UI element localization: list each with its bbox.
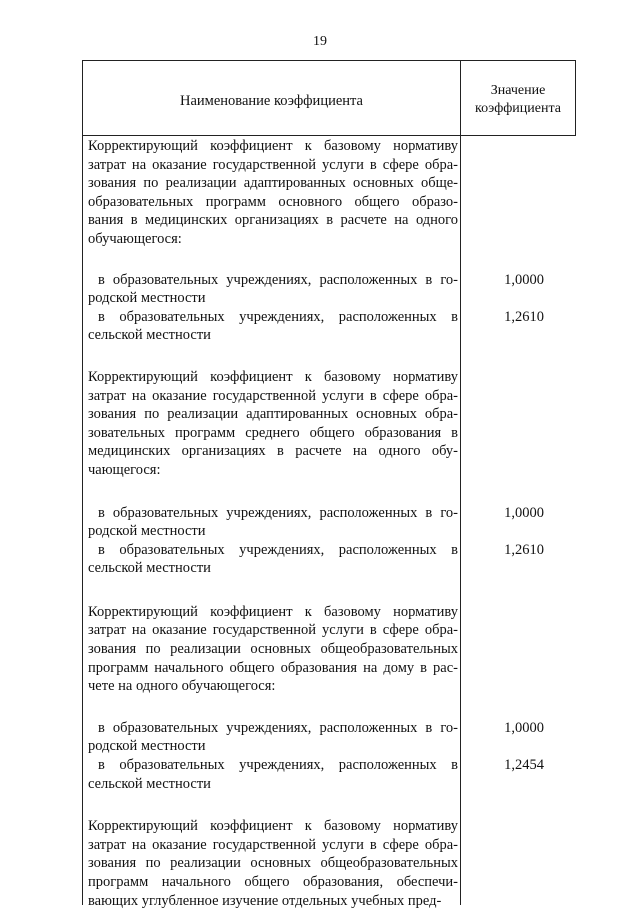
section-description (88, 817, 458, 910)
description-line: затрат на оказание государственной услуги в сфере обра- (88, 156, 458, 173)
header-value-line-1: Значение (490, 83, 546, 98)
description-line: зования по реализации основных общеобразовательных (88, 641, 458, 658)
description-line: Корректирующий коэффициент к базовому нормативу (88, 818, 458, 835)
coefficient-row (88, 756, 544, 793)
description-line: Корректирующий коэффициент к базовому нормативу (88, 368, 458, 385)
description-line: чете на одного обучающегося: (88, 678, 276, 695)
table-header (82, 60, 576, 136)
description-line: Корректирующий коэффициент к базовому нормативу (88, 603, 458, 620)
coefficient-row (88, 719, 544, 756)
section-description (88, 603, 458, 696)
row-label-line: сельской местности (88, 560, 211, 577)
table-column-divider (460, 136, 461, 905)
row-label-line: сельской местности (88, 327, 211, 344)
header-coefficient-name: Наименование коэффициента (83, 61, 461, 135)
section-description (88, 137, 458, 249)
page-number: 19 (313, 34, 327, 49)
description-line: зовательных программ среднего общего образования в (88, 424, 458, 441)
description-line: Корректирующий коэффициент к базовому нормативу (88, 138, 458, 154)
row-label-line: в образовательных учреждениях, расположенных в (98, 308, 458, 325)
description-line: медицинских организациях в расчете на одного обу- (88, 443, 458, 460)
description-line: зования по реализации адаптированных основных обра- (88, 406, 458, 423)
coefficient-value: 1,2610 (504, 541, 544, 558)
coefficient-section (88, 817, 458, 910)
description-line: чающегося: (88, 461, 161, 478)
header-coefficient-value (461, 61, 575, 135)
description-line: зования по реализации адаптированных основных обще- (88, 175, 458, 192)
coefficient-value: 1,0000 (504, 504, 544, 521)
coefficient-value: 1,2610 (504, 308, 544, 325)
description-line: затрат на оказание государственной услуги в сфере обра- (88, 836, 458, 853)
description-line: зования по реализации основных общеобразовательных (88, 855, 458, 872)
coefficient-section (88, 137, 544, 345)
description-line: образовательных программ основного общего образо- (88, 193, 458, 210)
row-label-line: в образовательных учреждениях, расположенных в го- (98, 719, 458, 736)
row-label-line: в образовательных учреждениях, расположенных в (98, 757, 458, 774)
coefficient-value: 1,0000 (504, 271, 544, 288)
coefficient-row (88, 541, 544, 578)
coefficient-row (88, 308, 544, 345)
coefficient-value: 1,0000 (504, 719, 544, 736)
row-label-line: родской местности (88, 523, 206, 540)
description-line: затрат на оказание государственной услуги в сфере обра- (88, 387, 458, 404)
row-label-line: родской местности (88, 290, 206, 307)
coefficient-row (88, 504, 544, 541)
row-label-line: в образовательных учреждениях, расположенных в го- (98, 271, 458, 288)
row-label-line: сельской местности (88, 775, 211, 792)
description-line: затрат на оказание государственной услуги в сфере обра- (88, 622, 458, 639)
description-line: программ начального общего образования на дому в рас- (88, 659, 458, 676)
row-label-line: родской местности (88, 738, 206, 755)
coefficient-row (88, 271, 544, 308)
coefficient-section (88, 603, 544, 793)
coefficient-section (88, 368, 544, 578)
description-line: обучающегося: (88, 230, 182, 247)
table-left-border (82, 136, 83, 905)
table-body (88, 137, 544, 910)
header-value-line-2: коэффициента (475, 101, 561, 116)
description-line: вающих углубленное изучение отдельных учебных пред- (88, 892, 442, 909)
section-description (88, 368, 458, 480)
coefficient-value: 1,2454 (504, 757, 544, 774)
description-line: программ начального общего образования, обеспечи- (88, 874, 458, 890)
description-line: вания в медицинских организациях в расчете на одного (88, 212, 458, 229)
row-label-line: в образовательных учреждениях, расположенных в (98, 541, 458, 558)
row-label-line: в образовательных учреждениях, расположенных в го- (98, 504, 458, 521)
